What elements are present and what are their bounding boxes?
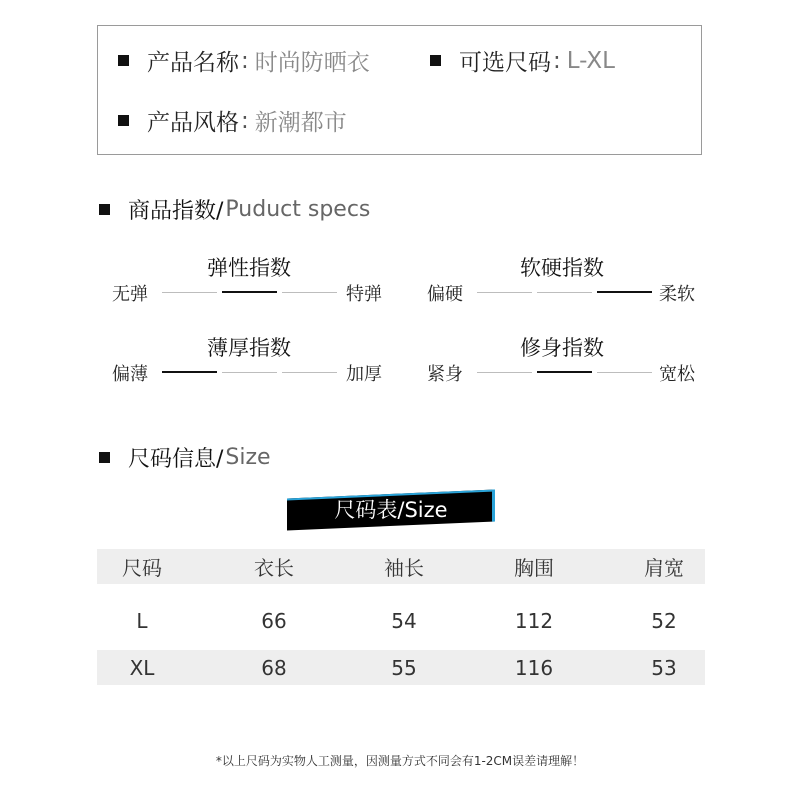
scale-segment-3 [282,372,337,373]
table-header-cell: 胸围 [514,556,554,580]
scale-segment-2 [222,291,277,293]
size-heading-en: Size [225,445,271,470]
scale-segment-2 [537,292,592,293]
specs-heading [99,194,370,225]
scale-right-label: 特弹 [346,284,382,305]
table-cell: 52 [651,608,677,633]
hardness-scale [427,252,727,312]
specs-heading-cn: 商品指数/ [128,199,224,224]
product-name-value: 时尚防晒衣 [254,50,370,76]
scale-title: 软硬指数 [520,256,604,280]
colon: : [553,47,561,74]
colon: : [241,107,249,134]
scale-segment-2 [222,372,277,373]
elasticity-scale [112,252,412,312]
scale-title: 弹性指数 [207,256,291,280]
size-chart-tag-label: 尺码表/Size [334,498,448,522]
scale-segment-2 [537,371,592,373]
specs-heading-en: Puduct specs [225,197,371,222]
fit-scale [427,332,727,392]
product-style-value: 新潮都市 [254,110,347,136]
size-option-value: L-XL [566,47,615,74]
scale-segment-1 [162,371,217,373]
scale-left-label: 紧身 [427,364,463,385]
table-cell: 55 [391,655,417,680]
size-heading [99,442,271,473]
scale-right-label: 柔软 [659,284,695,305]
bullet-square-icon [99,452,110,463]
size-option-label: 可选尺码 [459,50,551,76]
bullet-square-icon [430,55,441,66]
table-header-cell: 衣长 [254,556,294,580]
scale-segment-1 [477,372,532,373]
size-chart-tag [287,488,495,528]
product-style-row [118,104,347,137]
table-header-cell: 尺码 [122,556,162,580]
measurement-footnote: *以上尺码为实物人工测量，因测量方式不同会有1-2CM误差请理解！ [215,754,585,768]
table-row [97,603,705,638]
product-info-box [97,25,702,155]
scale-segment-1 [162,292,217,293]
scale-left-label: 无弹 [112,284,148,305]
thickness-scale [112,332,412,392]
table-row [97,650,705,685]
table-cell: 68 [261,655,287,680]
bullet-square-icon [118,55,129,66]
table-cell: 112 [514,608,554,633]
table-cell: 116 [514,655,554,680]
bullet-square-icon [99,204,110,215]
scale-title: 薄厚指数 [207,336,291,360]
table-cell: 53 [651,655,677,680]
size-option-row [430,44,615,77]
colon: : [241,47,249,74]
size-table [97,549,705,685]
scale-right-label: 宽松 [659,364,695,385]
size-heading-cn: 尺码信息/ [128,447,224,472]
table-header-row [97,549,705,584]
scale-segment-1 [477,292,532,293]
product-name-row [118,44,370,77]
scale-title: 修身指数 [520,336,604,360]
table-header-cell: 肩宽 [644,556,684,580]
table-cell: 54 [391,608,417,633]
scale-left-label: 偏薄 [112,364,148,385]
table-cell: XL [129,655,155,680]
scale-segment-3 [597,291,652,293]
scale-segment-3 [282,292,337,293]
table-cell: 66 [261,608,287,633]
scale-left-label: 偏硬 [427,284,463,305]
product-style-label: 产品风格 [147,110,239,136]
table-cell: L [136,608,148,633]
product-name-label: 产品名称 [147,50,239,76]
table-header-cell: 袖长 [384,556,424,580]
scale-right-label: 加厚 [346,364,382,385]
bullet-square-icon [118,115,129,126]
scale-segment-3 [597,372,652,373]
